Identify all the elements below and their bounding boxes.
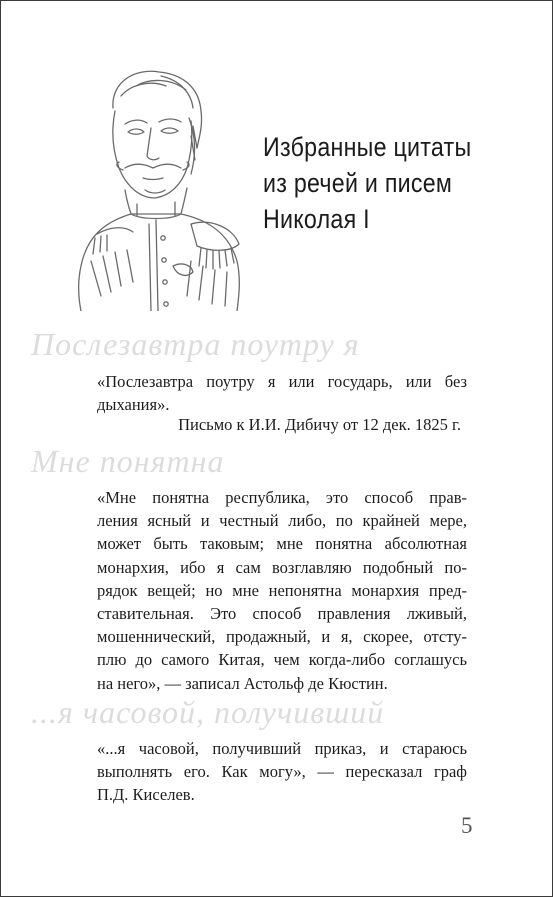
quote-1 bbox=[97, 370, 467, 416]
title-line-2: из речей и писем bbox=[263, 168, 453, 198]
quote-line: «Послезавтра поутру я или государь, или без bbox=[97, 372, 467, 391]
quote-line: выполнять его. Как могу», — пересказал граф bbox=[97, 762, 467, 782]
emperor-portrait-icon bbox=[41, 56, 261, 311]
title-line-3: Николая I bbox=[263, 204, 370, 234]
quote-line: «...я часовой, получивший приказ, и стараюсь bbox=[97, 739, 467, 758]
quote-line: на него», — записал Астольф де Кюстин. bbox=[97, 673, 388, 693]
quote-3 bbox=[97, 737, 467, 807]
script-heading-2: Мне понятна bbox=[31, 443, 225, 479]
quote-line: «Мне понятна республика, это способ прав- bbox=[97, 488, 467, 507]
quote-line: дыхания». bbox=[97, 395, 170, 415]
title-line-1: Избранные цитаты bbox=[263, 132, 472, 162]
quote-line: плю до самого Китая, чем когда-либо соглашусь bbox=[97, 650, 467, 670]
quote-source-1: Письмо к И.И. Дибичу от 12 дек. 1825 г. bbox=[178, 415, 461, 434]
quote-line: П.Д. Киселев. bbox=[97, 785, 195, 805]
quote-line: может быть таковым; мне понятна абсолютная bbox=[97, 534, 467, 554]
quote-line: ставительная. Это способ правления лживый, bbox=[97, 604, 467, 624]
chapter-title bbox=[263, 129, 504, 237]
quote-2 bbox=[97, 486, 467, 695]
quote-line: мошеннический, продажный, и я, скорее, отсту- bbox=[97, 627, 467, 647]
quote-line: ления ясный и честный либо, по крайней мере, bbox=[97, 511, 467, 531]
page-number: 5 bbox=[461, 813, 473, 838]
script-heading-1: Послезавтра поутру я bbox=[31, 326, 360, 362]
quote-line: монархия, ибо я сам возглавляю подобный по- bbox=[97, 557, 467, 577]
script-heading-3: ...я часовой, получивший bbox=[31, 694, 385, 730]
quote-line: рядок вещей; но мне непонятна монархия пред- bbox=[97, 580, 467, 600]
